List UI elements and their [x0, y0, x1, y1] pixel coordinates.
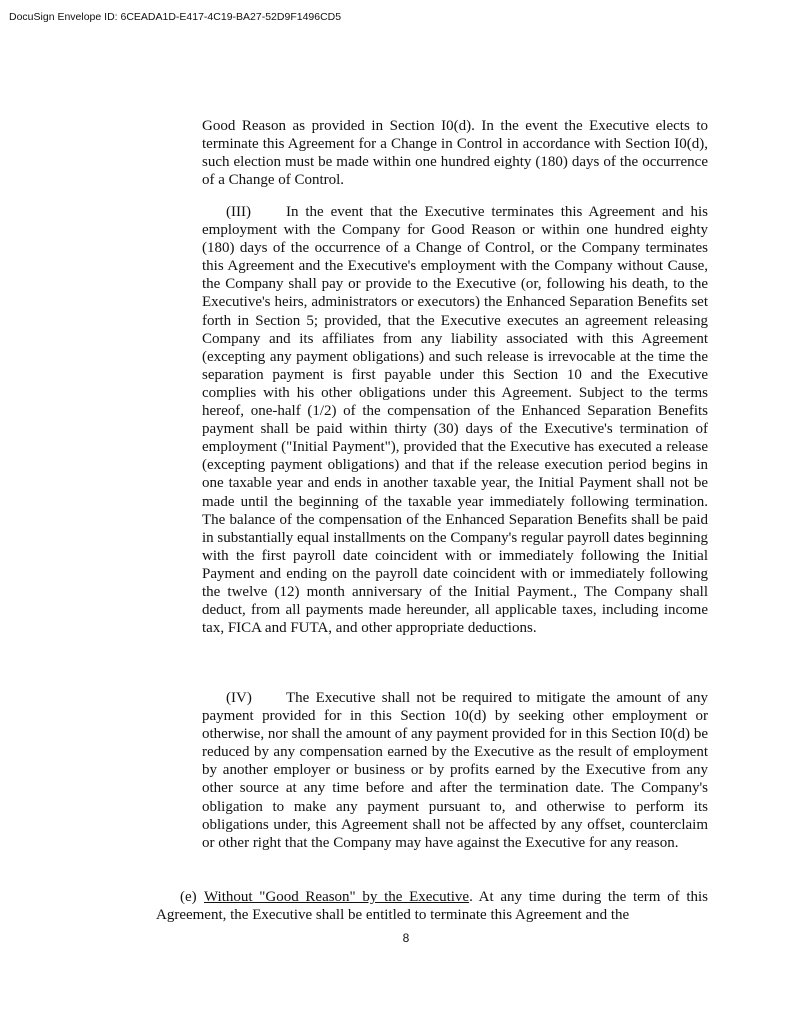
paragraph-iv-number: (IV) — [226, 690, 252, 706]
paragraph-iv — [202, 689, 708, 852]
paragraph-e-number: (e) — [180, 889, 197, 905]
paragraph-iii-number: (III) — [226, 204, 251, 220]
paragraph-iv-text: The Executive shall not be required to mitigate the amount of any payment provided for in this Section 10(d) by seeking other employment or otherwise, nor shall the amount of any payment provided for in this Section I0(d) be reduced by any compensation earned by the Executive as the result of employment by another employer or business or by profits earned by the Executive from any other source at any time before and after the termination date. The Company's obligation to make any payment pursuant to, and otherwise to perform its obligations under, this Agreement shall not be affected by any offset, counterclaim or other right that the Company may have against the Executive for any reason. — [202, 690, 708, 851]
envelope-id: DocuSign Envelope ID: 6CEADA1D-E417-4C19-BA27-52D9F1496CD5 — [9, 11, 342, 23]
paragraph-iii — [202, 203, 708, 637]
paragraph-good-reason-continuation: Good Reason as provided in Section I0(d). In the event the Executive elects to terminate this Agreement for a Change in Control in accordance with Section I0(d), such election must be made within one hundred eighty (180) days of the occurrence of a Change of Control. — [202, 118, 708, 189]
paragraph-e-text: . At any time during the term of this Agreement, the Executive shall be entitled to terminate this Agreement and the — [156, 889, 708, 924]
paragraph-iii-text: In the event that the Executive terminates this Agreement and his employment with the Company for Good Reason or within one hundred eighty (180) days of the occurrence of a Change of Control, or the Company terminates this Agreement and the Executive's employment with the Company without Cause, the Company shall pay or provide to the Executive (or, following his death, to the Executive's heirs, administrators or executors) the Enhanced Separation Benefits set forth in Section 5; provided, that the Executive executes an agreement releasing Company and its affiliates from any liability associated with this Agreement (excepting any payment obligations) and such release is irrevocable at the time the separation payment is first payable under this Section 10 and the Executive complies with his other obligations under this Agreement. Subject to the terms hereof, one-half (1/2) of the compensation of the Enhanced Separation Benefits payment shall be paid within thirty (30) days of the Executive's termination of employment ("Initial Payment"), provided that the Executive has executed a release (excepting payment obligations) and that if the release execution period begins in one taxable year and ends in another taxable year, the Initial Payment shall not be made until the beginning of the taxable year immediately following termination. The balance of the compensation of the Enhanced Separation Benefits shall be paid in substantially equal installments on the Company's regular payroll dates beginning with the first payroll date coincident with or immediately following the Initial Payment and ending on the payroll date coincident with or immediately following the twelve (12) month anniversary of the Initial Payment., The Company shall deduct, from all payments made hereunder, all applicable taxes, including income tax, FICA and FUTA, and other appropriate deductions. — [202, 204, 708, 637]
page-number: 8 — [402, 931, 410, 945]
paragraph-e — [156, 888, 708, 924]
paragraph-e-heading: Without "Good Reason" by the Executive — [204, 889, 470, 905]
